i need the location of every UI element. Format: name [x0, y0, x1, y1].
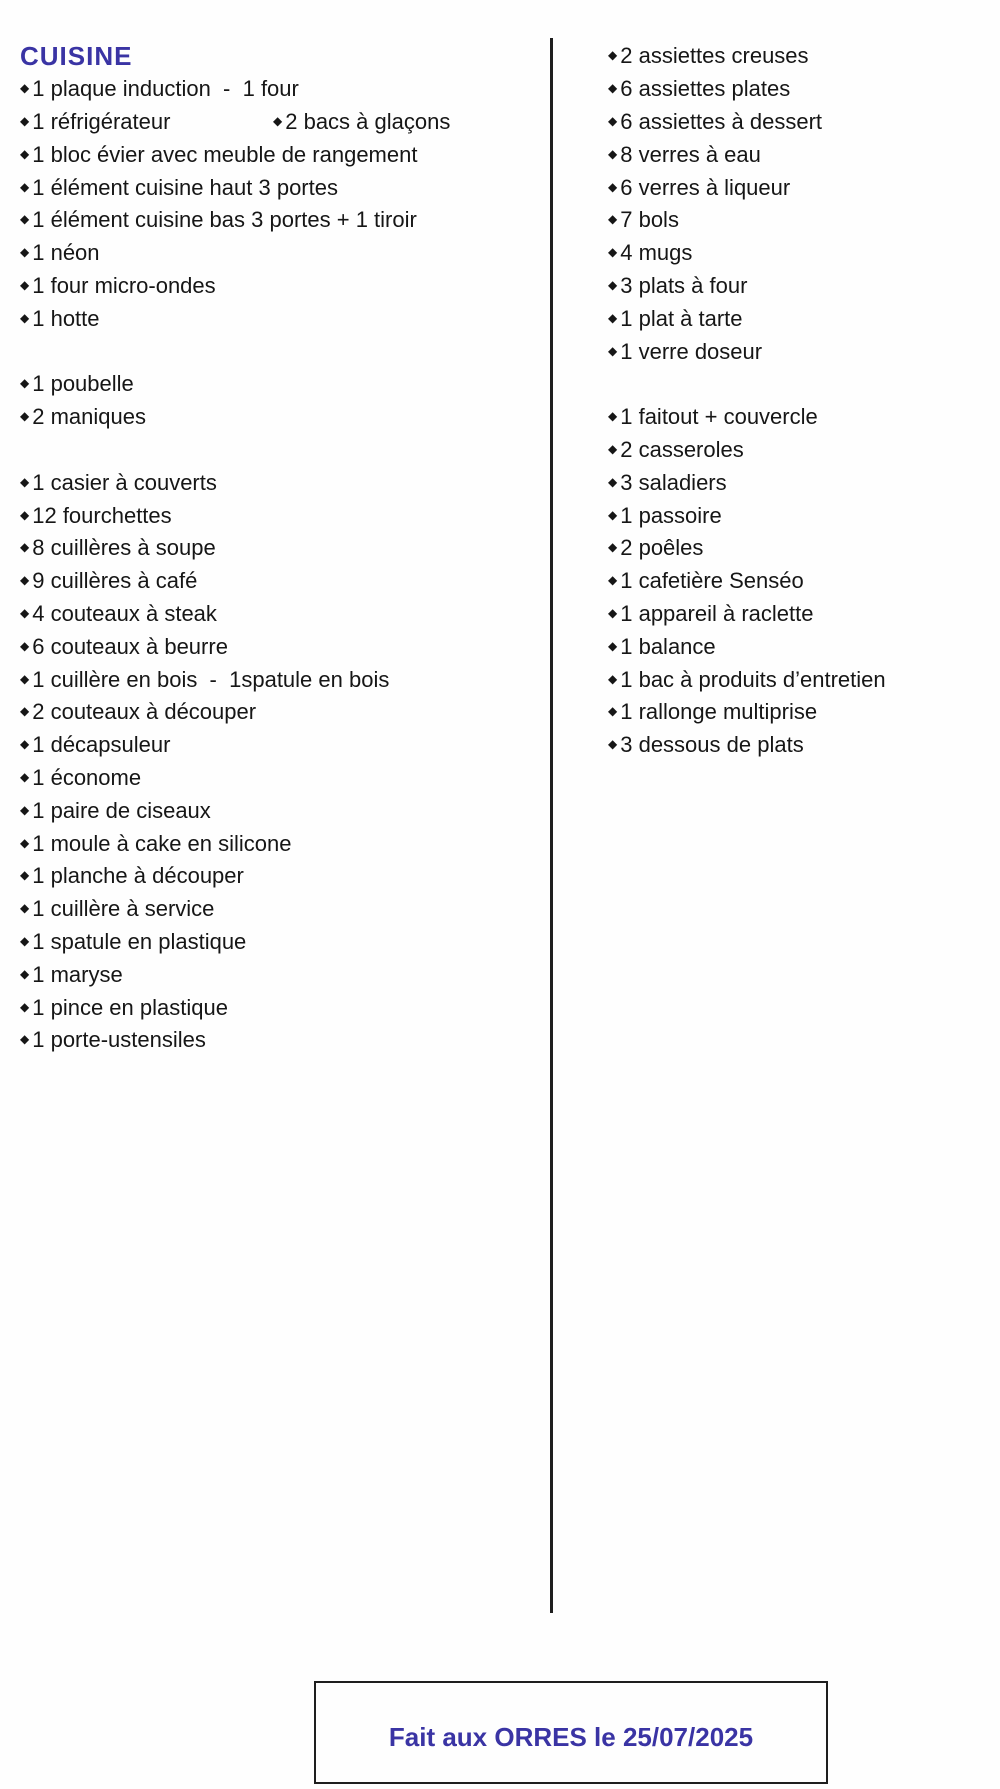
blank-row	[20, 335, 550, 368]
list-item-label: 2 bacs à glaçons	[285, 108, 451, 134]
list-item-label: 9 cuillères à café	[32, 568, 198, 594]
list-item-label: 1 spatule en plastique	[32, 928, 247, 954]
list-item-label: 1 cuillère en bois - 1spatule en bois	[32, 666, 390, 692]
list-item	[20, 106, 550, 139]
list-item	[608, 237, 988, 270]
list-item-label: 1 planche à découper	[32, 863, 244, 889]
list-item-label: 1 poubelle	[32, 371, 134, 397]
diamond-bullet-icon: ◆	[608, 704, 618, 719]
diamond-bullet-icon: ◆	[608, 343, 618, 358]
diamond-bullet-icon: ◆	[608, 113, 618, 128]
list-item-label: 6 couteaux à beurre	[32, 633, 228, 659]
list-item-label: 6 assiettes à dessert	[620, 108, 823, 134]
list-item	[20, 860, 550, 893]
diamond-bullet-icon: ◆	[20, 769, 30, 784]
list-item-label: 3 dessous de plats	[620, 732, 804, 758]
list-item-label: 1 faitout + couvercle	[620, 404, 818, 430]
list-item-label: 1 balance	[620, 633, 716, 659]
list-item-label: 1 rallonge multiprise	[620, 699, 818, 725]
diamond-bullet-icon: ◆	[608, 441, 618, 456]
list-item	[20, 794, 550, 827]
list-item	[20, 270, 550, 303]
list-item-label: 1 moule à cake en silicone	[32, 830, 292, 856]
diamond-bullet-icon: ◆	[608, 277, 618, 292]
list-item-label: 3 plats à four	[620, 272, 748, 298]
list-item	[20, 827, 550, 860]
list-item	[20, 729, 550, 762]
diamond-bullet-icon: ◆	[20, 933, 30, 948]
list-item-label: 1 paire de ciseaux	[32, 797, 211, 823]
diamond-bullet-icon: ◆	[20, 474, 30, 489]
list-item	[608, 204, 988, 237]
list-item	[20, 893, 550, 926]
left-column	[20, 40, 550, 1057]
secondary-list-item	[273, 106, 450, 139]
footer-date-text: Fait aux ORRES le 25/07/2025	[388, 1722, 754, 1752]
list-item	[20, 696, 550, 729]
page-title: CUISINE	[20, 40, 133, 71]
list-item	[20, 663, 550, 696]
diamond-bullet-icon: ◆	[20, 507, 30, 522]
list-item	[20, 138, 550, 171]
diamond-bullet-icon: ◆	[20, 802, 30, 817]
list-item	[20, 466, 550, 499]
list-item-label: 2 maniques	[32, 404, 146, 430]
list-item-label: 6 verres à liqueur	[620, 174, 791, 200]
diamond-bullet-icon: ◆	[608, 573, 618, 588]
list-item	[608, 171, 988, 204]
diamond-bullet-icon: ◆	[608, 737, 618, 752]
list-item-label: 1 élément cuisine bas 3 portes + 1 tiroir	[32, 207, 417, 233]
list-item-label: 12 fourchettes	[32, 502, 172, 528]
diamond-bullet-icon: ◆	[20, 605, 30, 620]
list-item-label: 8 cuillères à soupe	[32, 535, 216, 561]
diamond-bullet-icon: ◆	[608, 605, 618, 620]
list-item-label: 1 néon	[32, 240, 100, 266]
diamond-bullet-icon: ◆	[20, 1032, 30, 1047]
column-divider	[550, 38, 553, 1613]
list-item-label: 1 verre doseur	[620, 338, 763, 364]
list-item	[608, 598, 988, 631]
diamond-bullet-icon: ◆	[608, 212, 618, 227]
diamond-bullet-icon: ◆	[20, 737, 30, 752]
list-item	[608, 565, 988, 598]
list-item-label: 1 économe	[32, 764, 142, 790]
list-item-label: 1 cuillère à service	[32, 896, 215, 922]
list-item	[608, 40, 988, 73]
diamond-bullet-icon: ◆	[20, 179, 30, 194]
list-item-label: 1 four micro-ondes	[32, 272, 216, 298]
list-item	[20, 368, 550, 401]
diamond-bullet-icon: ◆	[20, 638, 30, 653]
list-item	[608, 663, 988, 696]
diamond-bullet-icon: ◆	[20, 704, 30, 719]
list-item-label: 1 décapsuleur	[32, 732, 171, 758]
diamond-bullet-icon: ◆	[20, 81, 30, 96]
list-item	[608, 434, 988, 467]
list-item	[608, 466, 988, 499]
list-item-label: 1 porte-ustensiles	[32, 1027, 206, 1053]
list-item	[20, 958, 550, 991]
diamond-bullet-icon: ◆	[20, 966, 30, 981]
list-item	[20, 762, 550, 795]
list-item-label: 6 assiettes plates	[620, 76, 791, 102]
diamond-bullet-icon: ◆	[608, 146, 618, 161]
list-item	[608, 499, 988, 532]
diamond-bullet-icon: ◆	[20, 146, 30, 161]
list-item	[608, 73, 988, 106]
list-item	[20, 401, 550, 434]
list-item	[20, 302, 550, 335]
diamond-bullet-icon: ◆	[20, 835, 30, 850]
list-item-label: 1 appareil à raclette	[620, 600, 814, 626]
diamond-bullet-icon: ◆	[20, 901, 30, 916]
list-item-label: 3 saladiers	[620, 469, 727, 495]
list-item-label: 2 assiettes creuses	[620, 43, 809, 69]
diamond-bullet-icon: ◆	[273, 113, 283, 128]
diamond-bullet-icon: ◆	[20, 376, 30, 391]
list-item-label: 1 plat à tarte	[620, 305, 743, 331]
diamond-bullet-icon: ◆	[20, 212, 30, 227]
diamond-bullet-icon: ◆	[20, 540, 30, 555]
blank-row	[608, 368, 988, 401]
list-item-label: 1 bac à produits d’entretien	[620, 666, 886, 692]
list-item	[20, 630, 550, 663]
list-item-label: 1 bloc évier avec meuble de rangement	[32, 141, 418, 167]
list-item-label: 2 casseroles	[620, 436, 744, 462]
diamond-bullet-icon: ◆	[608, 540, 618, 555]
list-item	[20, 171, 550, 204]
diamond-bullet-icon: ◆	[608, 474, 618, 489]
list-item-label: 1 élément cuisine haut 3 portes	[32, 174, 338, 200]
list-item-label: 1 passoire	[620, 502, 722, 528]
list-item	[20, 532, 550, 565]
diamond-bullet-icon: ◆	[20, 277, 30, 292]
list-item-label: 8 verres à eau	[620, 141, 761, 167]
diamond-bullet-icon: ◆	[20, 999, 30, 1014]
diamond-bullet-icon: ◆	[20, 409, 30, 424]
diamond-bullet-icon: ◆	[20, 868, 30, 883]
list-item-label: 1 réfrigérateur	[32, 108, 171, 134]
list-item-label: 4 couteaux à steak	[32, 600, 217, 626]
diamond-bullet-icon: ◆	[20, 310, 30, 325]
list-item-label: 1 plaque induction - 1 four	[32, 76, 299, 102]
list-item-label: 7 bols	[620, 207, 679, 233]
list-item	[20, 237, 550, 270]
diamond-bullet-icon: ◆	[608, 507, 618, 522]
list-item	[20, 499, 550, 532]
diamond-bullet-icon: ◆	[20, 573, 30, 588]
diamond-bullet-icon: ◆	[608, 310, 618, 325]
title-row	[20, 40, 550, 73]
list-item-label: 1 cafetière Senséo	[620, 568, 804, 594]
diamond-bullet-icon: ◆	[20, 671, 30, 686]
list-item-label: 2 poêles	[620, 535, 704, 561]
list-item-label: 1 pince en plastique	[32, 994, 228, 1020]
list-item	[608, 729, 988, 762]
diamond-bullet-icon: ◆	[20, 245, 30, 260]
footer-box	[314, 1681, 828, 1784]
list-item	[20, 1024, 550, 1057]
right-column	[608, 40, 988, 762]
list-item-label: 1 hotte	[32, 305, 100, 331]
list-item	[20, 204, 550, 237]
list-item	[20, 73, 550, 106]
diamond-bullet-icon: ◆	[608, 671, 618, 686]
list-item	[608, 270, 988, 303]
diamond-bullet-icon: ◆	[20, 113, 30, 128]
list-item-label: 4 mugs	[620, 240, 693, 266]
list-item	[608, 401, 988, 434]
list-item	[20, 598, 550, 631]
diamond-bullet-icon: ◆	[608, 409, 618, 424]
list-item	[608, 335, 988, 368]
list-item	[608, 302, 988, 335]
diamond-bullet-icon: ◆	[608, 48, 618, 63]
blank-row	[20, 434, 550, 467]
list-item	[20, 926, 550, 959]
list-item	[608, 138, 988, 171]
diamond-bullet-icon: ◆	[608, 245, 618, 260]
list-item	[20, 565, 550, 598]
list-item	[608, 106, 988, 139]
diamond-bullet-icon: ◆	[608, 638, 618, 653]
list-item	[608, 532, 988, 565]
list-item	[608, 696, 988, 729]
list-item	[608, 630, 988, 663]
list-item	[20, 991, 550, 1024]
diamond-bullet-icon: ◆	[608, 179, 618, 194]
list-item-label: 1 casier à couverts	[32, 469, 217, 495]
list-item-label: 1 maryse	[32, 961, 123, 987]
diamond-bullet-icon: ◆	[608, 81, 618, 96]
list-item-label: 2 couteaux à découper	[32, 699, 257, 725]
